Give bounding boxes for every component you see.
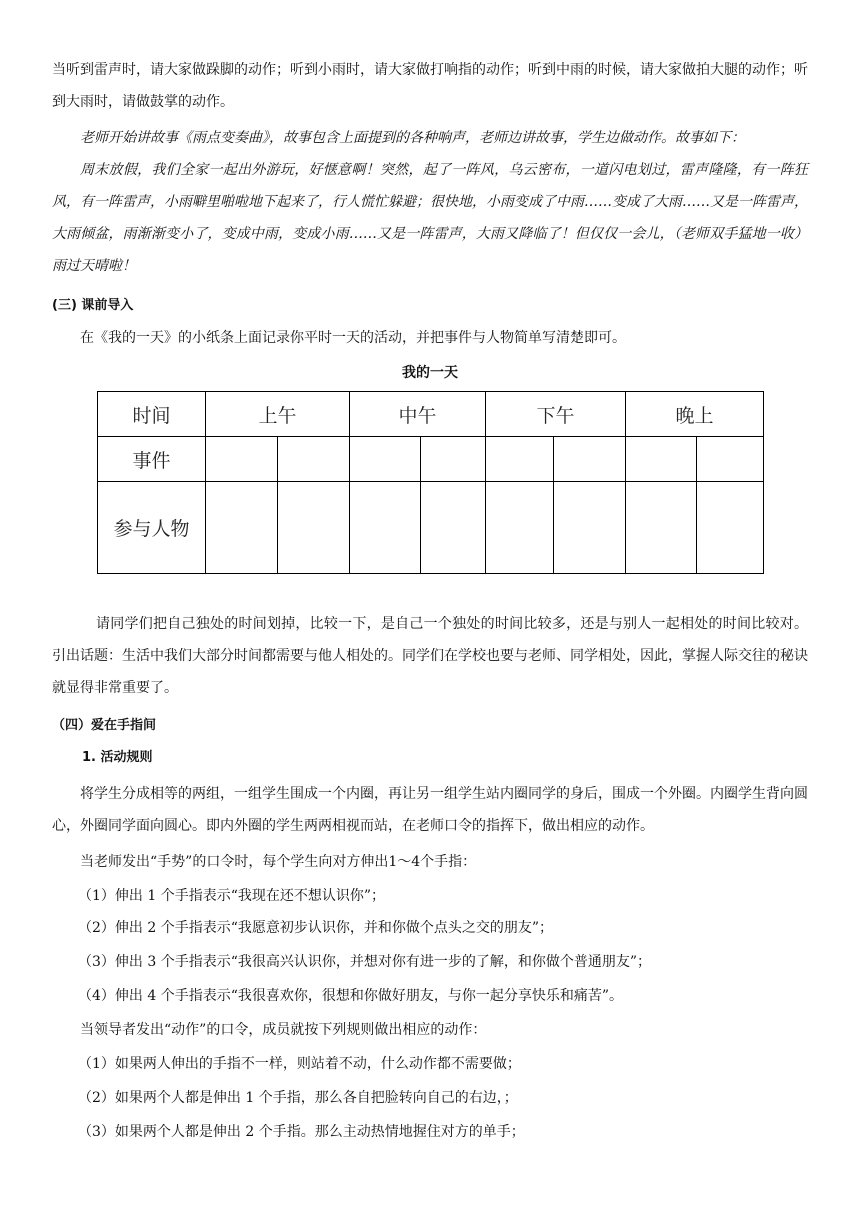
- activity-rules-heading: 1. 活动规则: [82, 750, 153, 765]
- story-paragraph: 周末放假，我们全家一起出外游玩，好惬意啊！突然，起了一阵风，乌云密布，一道闪电划过，雷声隆隆，有一阵狂风，有一阵雷声，小雨噼里啪啦地下起来了，行人慌忙躲避；很快地，小雨变成了中雨……变成了大雨……又是一阵雷声，大雨倾盆，雨渐渐变小了，变成中雨，变成小雨……又是一阵雷声，大雨又降临了！但仅仅一会儿，（老师双手猛地一收）雨过天晴啦！: [52, 162, 808, 274]
- row-label-participants: 参与人物: [98, 482, 206, 574]
- period-evening: 晚上: [626, 392, 764, 437]
- activity-rules-paragraph: 将学生分成相等的两组，一组学生围成一个内圈，再让另一组学生站内圈同学的身后，围成一个外圈。内圈学生背向圆心，外圈同学面向圆心。即内外圈的学生两两相视而站，在老师口令的指挥下，做出相应的动作。: [52, 786, 808, 834]
- table-cell: [206, 437, 278, 482]
- action-item: （2）如果两个人都是伸出 1 个手指，那么各自把脸转向自己的右边，；: [78, 1090, 518, 1106]
- table-cell: [626, 482, 697, 574]
- table-cell: [626, 437, 697, 482]
- row-label-events: 事件: [98, 437, 206, 482]
- section-3-heading: (三) 课前导入: [52, 298, 134, 313]
- table-row-events: [98, 437, 764, 482]
- table-cell: [350, 482, 421, 574]
- table-cell: [206, 482, 278, 574]
- table-cell: [350, 437, 421, 482]
- period-noon: 中午: [350, 392, 486, 437]
- period-afternoon: 下午: [486, 392, 626, 437]
- sound-rules-paragraph: 当听到雷声时，请大家做跺脚的动作；听到小雨时，请大家做打响指的动作；听到中雨的时候，请大家做拍大腿的动作；听到大雨时，请做鼓掌的动作。: [52, 62, 808, 110]
- story-intro-paragraph: 老师开始讲故事《雨点变奏曲》，故事包含上面提到的各种响声，老师边讲故事，学生边做动作。故事如下：: [80, 130, 745, 146]
- table-title: 我的一天: [402, 365, 458, 381]
- table-cell: [278, 482, 350, 574]
- gesture-item: （4）伸出 4 个手指表示“我很喜欢你，很想和你做好朋友，与你一起分享快乐和痛苦”。: [78, 988, 624, 1004]
- table-cell: [486, 482, 554, 574]
- gesture-intro: 当老师发出“手势”的口令时，每个学生向对方伸出1～4个手指：: [80, 854, 477, 870]
- period-morning: 上午: [206, 392, 350, 437]
- table-cell: [554, 437, 626, 482]
- table-cell: [278, 437, 350, 482]
- gesture-item: （1）伸出 1 个手指表示“我现在还不想认识你”；: [78, 888, 386, 904]
- table-corner-cell: 时间: [98, 392, 206, 437]
- gesture-item: （3）伸出 3 个手指表示“我很高兴认识你，并想对你有进一步的了解，和你做个普通朋友”；: [78, 954, 652, 970]
- table-row-participants: [98, 482, 764, 574]
- gesture-item: （2）伸出 2 个手指表示“我愿意初步认识你，并和你做个点头之交的朋友”；: [78, 920, 554, 936]
- table-cell: [486, 437, 554, 482]
- action-intro: 当领导者发出“动作”的口令，成员就按下列规则做出相应的动作：: [80, 1022, 487, 1038]
- section-4-heading: （四）爱在手指间: [52, 718, 157, 733]
- section-3-instruction: 在《我的一天》的小纸条上面记录你平时一天的活动，并把事件与人物简单写清楚即可。: [80, 330, 626, 346]
- discussion-paragraph: 请同学们把自己独处的时间划掉，比较一下，是自己一个独处的时间比较多，还是与别人一起相处的时间比较对。引出话题：生活中我们大部分时间都需要与他人相处的。同学们在学校也要与老师、同学相处，因此，掌握人际交往的秘诀就显得非常重要了。: [52, 616, 808, 696]
- action-item: （3）如果两个人都是伸出 2 个手指。那么主动热情地握住对方的单手；: [78, 1124, 525, 1140]
- action-item: （1）如果两人伸出的手指不一样，则站着不动，什么动作都不需要做；: [78, 1056, 521, 1072]
- my-day-table: [97, 391, 764, 574]
- table-cell: [697, 437, 764, 482]
- table-cell: [554, 482, 626, 574]
- table-header-row: [98, 392, 764, 437]
- table-cell: [697, 482, 764, 574]
- table-cell: [421, 482, 486, 574]
- table-cell: [421, 437, 486, 482]
